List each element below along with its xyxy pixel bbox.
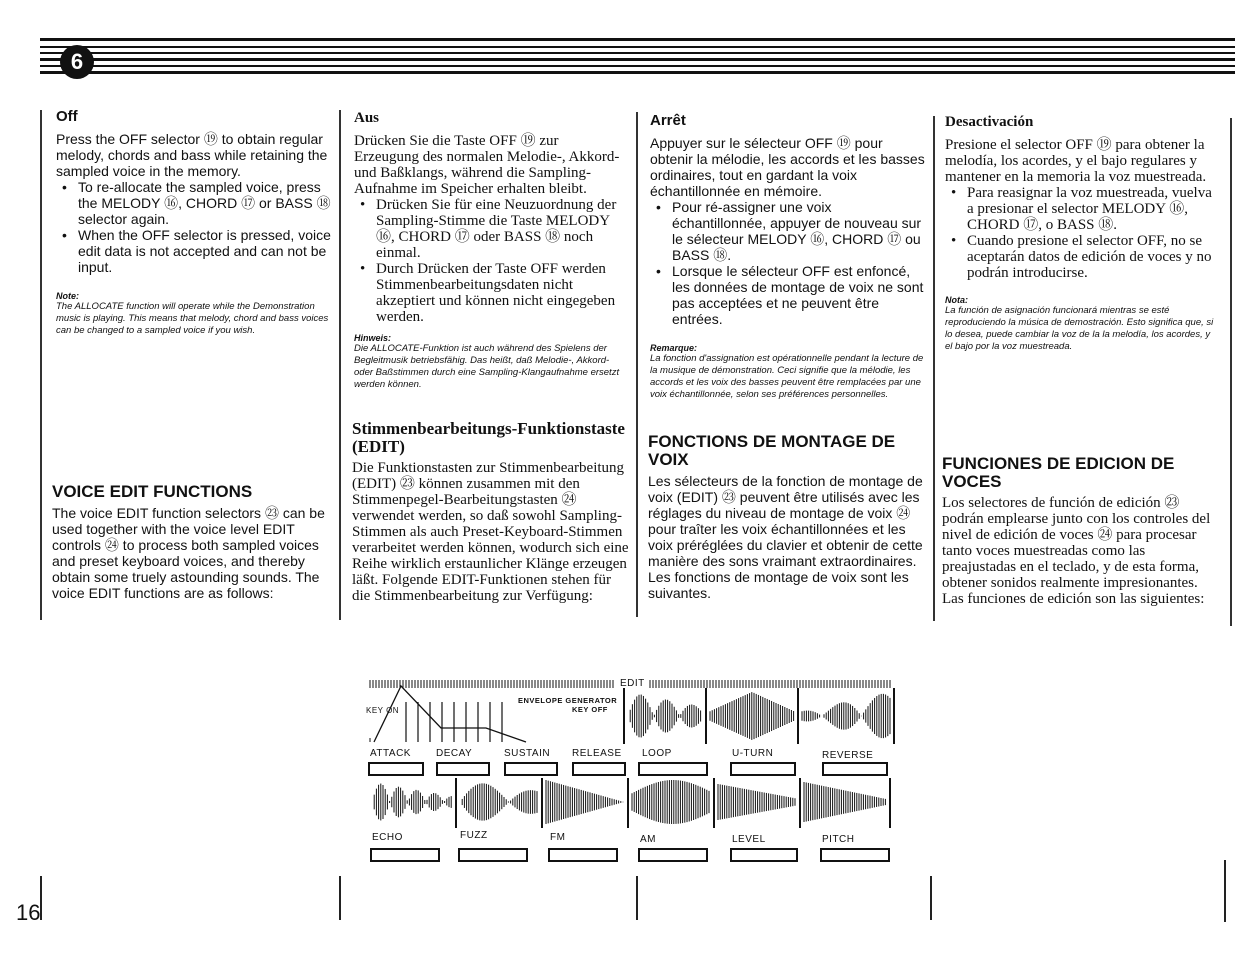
column-german [354, 110, 626, 391]
echo-label: ECHO [372, 832, 403, 843]
note-text: Die ALLOCATE-Funktion ist auch während des Spielens der Begleitmusik betriebsfähig. Das heißt, daß Melodie-, Akkord-oder Baßstimmen durch eine Sampling-Klangaufnahme ersetzt werden können. [354, 343, 620, 390]
section-title: VOICE EDIT FUNCTIONS [52, 482, 253, 501]
list-item: • Drücken Sie für eine Neuzuordnung der Sampling-Stimme die Taste MELODY ⑯, CHORD ⑰ oder BASS ⑱ noch einmal. [376, 197, 626, 261]
section-heading: Desactivación [945, 114, 1034, 130]
sustain-selector-button[interactable] [504, 762, 558, 776]
page-number: 16 [16, 900, 41, 925]
list-item: • Pour ré-assigner une voix échantillonnée, appuyer de nouveau sur le sélecteur MELODY ⑯, CHORD ⑰ ou BASS ⑱. [672, 199, 926, 263]
list-item: • Lorsque le sélecteur OFF est enfoncé, les données de montage de voix ne sont pas acceptées et ne peuvent être entrées. [672, 263, 926, 327]
paragraph: Les sélecteurs de la fonction de montage de voix (EDIT) ㉓ peuvent être utilisés avec les réglages du niveau de montage de voix ㉔ pour traîter les voix échantillonnées et les voix préréglées du clavier et obtenir de cette manière des sons vraimant extraordinaires. Les fonctions de montage de voix sont les suivantes. [648, 473, 923, 601]
list-item: • When the OFF selector is pressed, voice edit data is not accepted and can not be input. [78, 227, 331, 275]
list-item: • Cuando presione el selector OFF, no se aceptarán datos de edición de voces y no podrán introducirse. [967, 233, 1220, 281]
paragraph: The voice EDIT function selectors ㉓ can be used together with the voice level EDIT controls ㉔ to process both sampled voices and preset keyboard voices, and thereby obtain some truely astounding sounds. The voice EDIT functions are as follows: [52, 505, 325, 601]
note-label: Remarque: [650, 343, 698, 353]
attack-selector-button[interactable] [368, 762, 424, 776]
echo-selector-button[interactable] [370, 848, 440, 862]
note-label: Hinweis: [354, 333, 392, 343]
level-selector-button[interactable] [730, 848, 798, 862]
column-rule [1230, 118, 1232, 626]
column-rule [933, 116, 935, 621]
column-rule [40, 110, 42, 620]
column-rule [636, 112, 638, 617]
loop-label: LOOP [642, 748, 672, 759]
section-voice-edit-german [352, 420, 630, 604]
paragraph: Presione el selector OFF ⑲ para obtener la melodía, los acordes, y el bajo regulares y mantener en la memoria la voz muestreada. [945, 137, 1207, 185]
note-label: Note: [56, 291, 79, 301]
section-heading: Arrêt [650, 112, 686, 129]
am-selector-button[interactable] [638, 848, 708, 862]
attack-label: ATTACK [370, 748, 411, 759]
column-rule [339, 876, 341, 920]
section-heading: Aus [354, 110, 380, 126]
key-on-label: KEY ON [366, 706, 400, 715]
level-label: LEVEL [732, 834, 766, 845]
sustain-label: SUSTAIN [504, 748, 551, 759]
column-english [56, 108, 331, 337]
key-off-label: KEY OFF [572, 705, 608, 714]
u-turn-label: U-TURN [732, 748, 774, 759]
column-rule [40, 876, 42, 920]
chapter-header-rule [40, 38, 1235, 78]
section-voice-edit-french [648, 433, 928, 601]
list-item: • To re-allocate the sampled voice, press the MELODY ⑯, CHORD ⑰ or BASS ⑱ selector again. [78, 179, 331, 227]
bullet-list [650, 199, 926, 327]
paragraph: Die Funktionstasten zur Stimmenbearbeitung (EDIT) ㉓ können zusammen mit den Stimmenpegel-Bearbeitungstasten ㉔ verwendet werden, so daß sowohl Sampling-Stimmen als auch Preset-Keyboard-Stimmen verarbeitet werden können, wodurch sich eine Reihe wirklich erstaunlicher Klänge erzeugen läßt. Folgende EDIT-Funktionen stehen für die Stimmenbearbeitung zur Verfügung: [352, 460, 629, 604]
release-selector-button[interactable] [572, 762, 626, 776]
envelope-generator-label: ENVELOPE GENERATOR [518, 696, 618, 705]
column-rule [339, 110, 341, 620]
note-text: La función de asignación funcionará mientras se esté reproduciendo la música de demostración. Esto significa que, si lo desea, puede cambiar la voz de la la melodía, los acordes, y el bajo por la voz muestreada. [945, 305, 1214, 352]
section-title: FUNCIONES DE EDICION DE VOCES [942, 454, 1175, 491]
pitch-selector-button[interactable] [820, 848, 890, 862]
loop-selector-button[interactable] [638, 762, 708, 776]
paragraph: Drücken Sie die Taste OFF ⑲ zur Erzeugung des normalen Melodie-, Akkord- und Baßklangs, während die Sampling-Aufnahme im Speicher erhalten bleibt. [354, 133, 620, 197]
paragraph: Press the OFF selector ⑲ to obtain regular melody, chords and bass while retaining the sampled voice in the memory. [56, 131, 328, 179]
diagram-title: EDIT [620, 678, 645, 689]
u-turn-selector-button[interactable] [730, 762, 796, 776]
note-text: The ALLOCATE function will operate while the Demonstration music is playing. This means that melody, chord and bass voices can be changed to a sampled voice if you wish. [56, 301, 329, 336]
section-voice-edit-english [52, 483, 332, 601]
bullet-list [945, 185, 1220, 281]
reverse-label: REVERSE [822, 750, 874, 761]
bullet-list [354, 197, 626, 325]
paragraph: Los selectores de función de edición ㉓ podrán emplearse junto con los controles del nivel de edición de voces ㉔ para procesar tanto voces muestreadas como las preajustadas en el teclado, y de esta forma, obtener sonidos realmente impresionantes. Las funciones de edición son las siguientes: [942, 495, 1211, 607]
edit-functions-diagram [366, 678, 896, 868]
am-label: AM [640, 834, 656, 845]
release-label: RELEASE [572, 748, 622, 759]
column-rule [1224, 860, 1226, 922]
column-rule [636, 876, 638, 920]
fm-selector-button[interactable] [548, 848, 618, 862]
list-item: • Para reasignar la voz muestreada, vuelva a presionar el selector MELODY ⑯, CHORD ⑰, o BASS ⑱. [967, 185, 1220, 233]
section-title: FONCTIONS DE MONTAGE DE VOIX [648, 432, 896, 469]
decay-selector-button[interactable] [436, 762, 490, 776]
fm-label: FM [550, 832, 566, 843]
note-text: La fonction d'assignation est opérationnelle pendant la lecture de la musique de démonstration. Ceci signifie que la mélodie, les accords et les voix des basses peuvent être remplacées par une voix échantillonnée, selon ses préférences personnelles. [650, 353, 924, 400]
reverse-selector-button[interactable] [822, 762, 888, 776]
column-rule [930, 876, 932, 920]
pitch-label: PITCH [822, 834, 855, 845]
decay-label: DECAY [436, 748, 473, 759]
section-title: Stimmenbearbeitungs-Funktionstaste (EDIT) [352, 419, 625, 456]
section-voice-edit-spanish [942, 455, 1222, 607]
bullet-list [56, 179, 331, 275]
list-item: • Durch Drücken der Taste OFF werden Stimmenbearbeitungsdaten nicht akzeptiert und können nicht eingegeben werden. [376, 261, 626, 325]
section-heading: Off [56, 108, 78, 125]
note-label: Nota: [945, 295, 968, 305]
chapter-number-badge: 6 [60, 45, 94, 79]
paragraph: Appuyer sur le sélecteur OFF ⑲ pour obtenir la mélodie, les accords et les basses ordinaires, tout en gardant la voix échantillonnée en mémoire. [650, 135, 925, 199]
column-spanish [945, 114, 1220, 353]
column-french [650, 112, 926, 401]
fuzz-selector-button[interactable] [458, 848, 528, 862]
fuzz-label: FUZZ [460, 830, 488, 841]
